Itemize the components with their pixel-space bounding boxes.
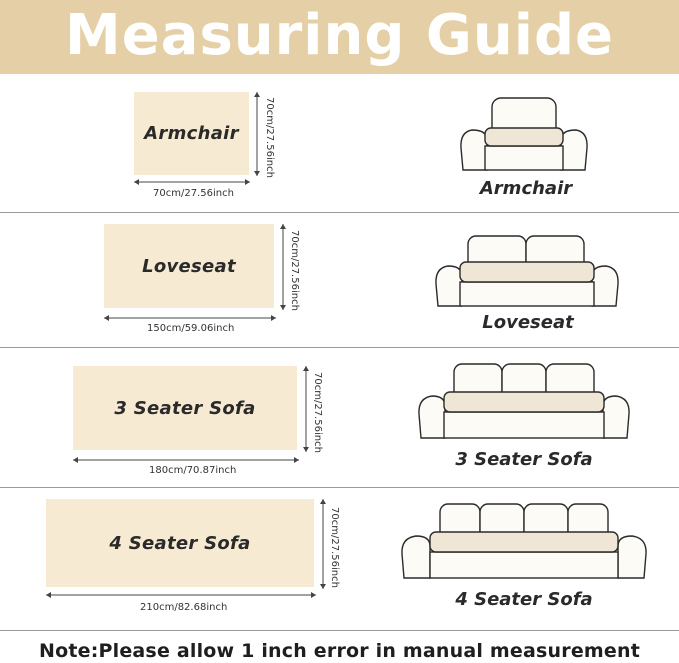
swatch-label: 4 Seater Sofa	[109, 532, 251, 554]
sofa-label: 3 Seater Sofa	[455, 449, 593, 470]
sofa-label: Loveseat	[482, 312, 574, 333]
swatch-label: 3 Seater Sofa	[114, 397, 256, 419]
swatch-label: Armchair	[144, 123, 239, 144]
three-seater-swatch	[73, 366, 297, 450]
three-seater-illustration	[414, 360, 634, 444]
width-dimension-arrow	[132, 177, 252, 187]
width-label: 180cm/70.87inch	[149, 465, 237, 476]
sofa-label: 4 Seater Sofa	[455, 589, 593, 610]
armchair-illustration	[458, 94, 590, 176]
header-banner	[0, 0, 679, 74]
row-divider	[0, 347, 679, 348]
loveseat-illustration	[432, 232, 622, 312]
height-dimension-arrow	[301, 364, 311, 454]
page-title: Measuring Guide	[64, 3, 615, 68]
height-label: 70cm/27.56inch	[289, 230, 300, 311]
measurement-note: Note:Please allow 1 inch error in manual measurement	[38, 640, 641, 662]
armchair-swatch	[134, 92, 249, 175]
height-dimension-arrow	[318, 497, 328, 591]
four-seater-swatch	[46, 499, 314, 587]
row-divider	[0, 487, 679, 488]
row-divider	[0, 630, 679, 631]
four-seater-illustration	[396, 500, 652, 584]
swatch-label: Loveseat	[142, 255, 236, 277]
height-label: 70cm/27.56inch	[329, 507, 340, 588]
height-label: 70cm/27.56inch	[312, 372, 323, 453]
width-dimension-arrow	[71, 455, 301, 465]
width-label: 150cm/59.06inch	[147, 323, 235, 334]
loveseat-swatch	[104, 224, 274, 308]
height-dimension-arrow	[252, 90, 262, 178]
width-dimension-arrow	[44, 590, 318, 600]
sofa-label: Armchair	[479, 178, 573, 199]
width-label: 70cm/27.56inch	[153, 188, 234, 199]
height-label: 70cm/27.56inch	[264, 97, 275, 178]
row-divider	[0, 212, 679, 213]
height-dimension-arrow	[278, 222, 288, 312]
width-label: 210cm/82.68inch	[140, 602, 228, 613]
width-dimension-arrow	[102, 313, 278, 323]
